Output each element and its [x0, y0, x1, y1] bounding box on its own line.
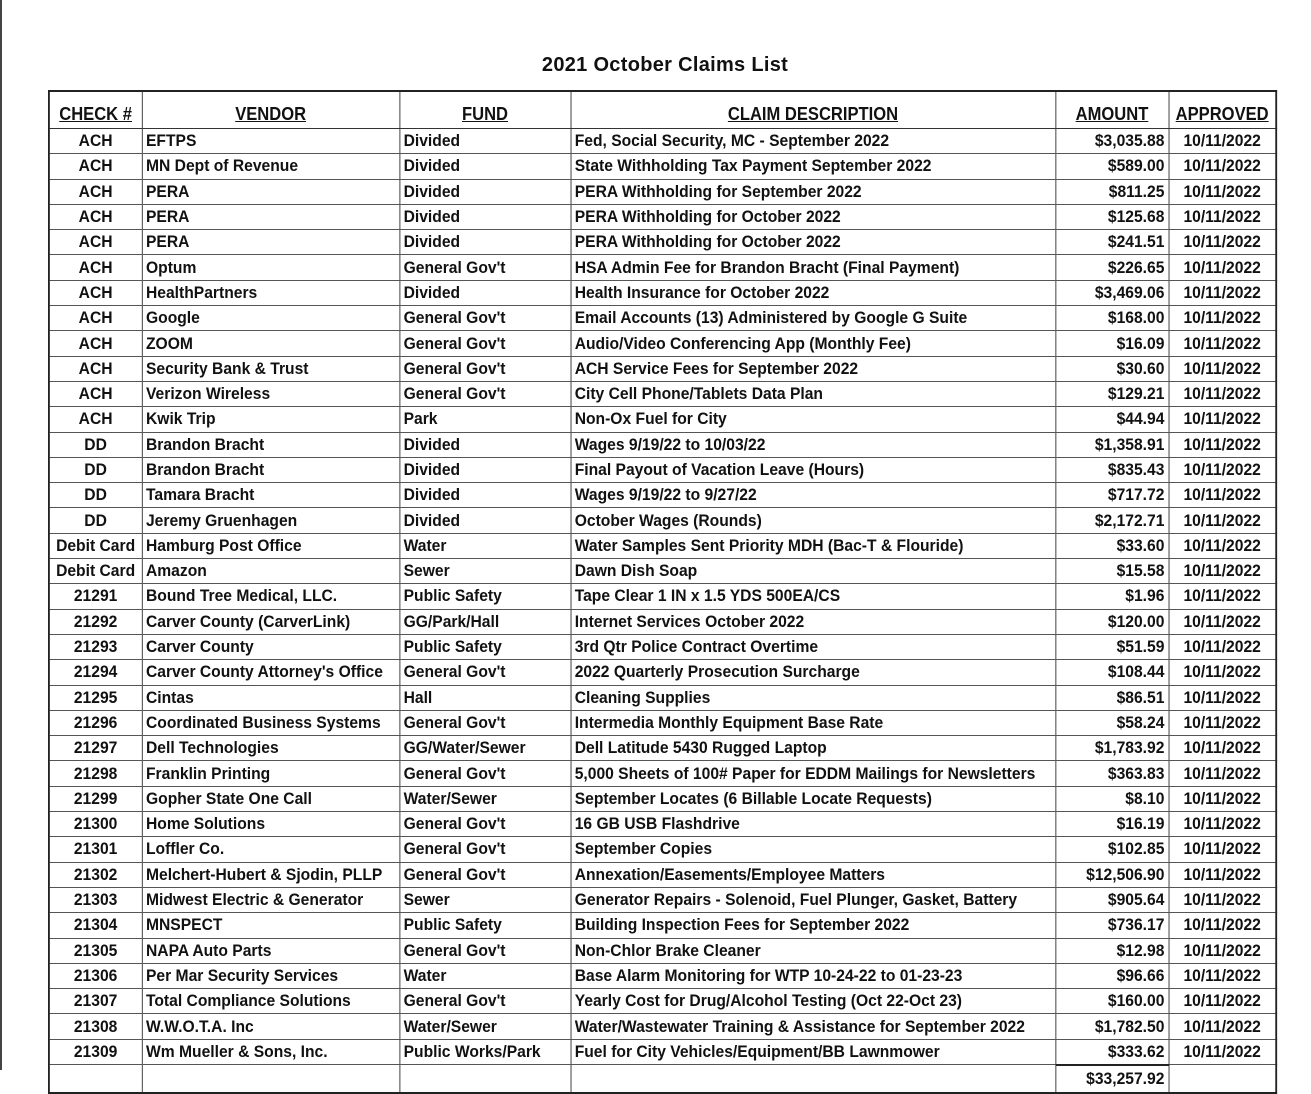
check-number-cell: 21305 — [49, 938, 142, 963]
description-cell: Dell Latitude 5430 Rugged Laptop — [571, 736, 1056, 761]
vendor-cell: Optum — [142, 255, 400, 280]
fund-cell: Hall — [399, 685, 570, 710]
header-description: CLAIM DESCRIPTION — [571, 91, 1056, 129]
header-approved: APPROVED — [1169, 91, 1277, 129]
table-row — [49, 938, 1276, 963]
amount-cell: $102.85 — [1055, 837, 1168, 862]
approved-date-cell: 10/11/2022 — [1169, 508, 1277, 533]
total-amount: $33,257.92 — [1055, 1065, 1168, 1093]
approved-date-cell: 10/11/2022 — [1169, 710, 1277, 735]
table-row — [49, 584, 1276, 609]
vendor-cell: Per Mar Security Services — [142, 963, 400, 988]
amount-cell: $363.83 — [1055, 761, 1168, 786]
table-row — [49, 306, 1276, 331]
vendor-cell: Loffler Co. — [142, 837, 400, 862]
approved-date-cell: 10/11/2022 — [1169, 989, 1277, 1014]
vendor-cell: W.W.O.T.A. Inc — [142, 1014, 400, 1039]
vendor-cell: Dell Technologies — [142, 736, 400, 761]
approved-date-cell: 10/11/2022 — [1169, 812, 1277, 837]
table-row — [49, 786, 1276, 811]
claims-table — [48, 90, 1277, 1094]
vendor-cell: Cintas — [142, 685, 400, 710]
fund-cell: Water/Sewer — [399, 786, 570, 811]
fund-cell: Divided — [399, 457, 570, 482]
approved-date-cell: 10/11/2022 — [1169, 559, 1277, 584]
fund-cell: General Gov't — [399, 381, 570, 406]
total-row — [49, 1065, 1276, 1093]
check-number-cell: ACH — [49, 356, 142, 381]
table-row — [49, 761, 1276, 786]
amount-cell: $3,469.06 — [1055, 280, 1168, 305]
fund-cell: Sewer — [399, 559, 570, 584]
fund-cell: Public Works/Park — [399, 1039, 570, 1065]
approved-date-cell: 10/11/2022 — [1169, 204, 1277, 229]
approved-date-cell: 10/11/2022 — [1169, 432, 1277, 457]
page-edge — [0, 0, 2, 1070]
amount-cell: $125.68 — [1055, 204, 1168, 229]
check-number-cell: 21297 — [49, 736, 142, 761]
fund-cell: General Gov't — [399, 761, 570, 786]
amount-cell: $717.72 — [1055, 483, 1168, 508]
vendor-cell: Brandon Bracht — [142, 457, 400, 482]
check-number-cell: ACH — [49, 255, 142, 280]
vendor-cell: PERA — [142, 179, 400, 204]
description-cell: City Cell Phone/Tablets Data Plan — [571, 381, 1056, 406]
approved-date-cell: 10/11/2022 — [1169, 938, 1277, 963]
approved-date-cell: 10/11/2022 — [1169, 584, 1277, 609]
table-row — [49, 280, 1276, 305]
description-cell: October Wages (Rounds) — [571, 508, 1056, 533]
vendor-cell: Jeremy Gruenhagen — [142, 508, 400, 533]
approved-date-cell: 10/11/2022 — [1169, 609, 1277, 634]
table-row — [49, 457, 1276, 482]
total-row-empty-cell — [1169, 1065, 1277, 1093]
table-row — [49, 483, 1276, 508]
check-number-cell: 21307 — [49, 989, 142, 1014]
fund-cell: GG/Water/Sewer — [399, 736, 570, 761]
check-number-cell: 21302 — [49, 862, 142, 887]
table-row — [49, 913, 1276, 938]
check-number-cell: ACH — [49, 331, 142, 356]
check-number-cell: 21294 — [49, 660, 142, 685]
vendor-cell: Franklin Printing — [142, 761, 400, 786]
check-number-cell: 21308 — [49, 1014, 142, 1039]
amount-cell: $226.65 — [1055, 255, 1168, 280]
description-cell: Fuel for City Vehicles/Equipment/BB Lawnmower — [571, 1039, 1056, 1065]
amount-cell: $168.00 — [1055, 306, 1168, 331]
fund-cell: Public Safety — [399, 913, 570, 938]
fund-cell: Water — [399, 533, 570, 558]
vendor-cell: Kwik Trip — [142, 407, 400, 432]
approved-date-cell: 10/11/2022 — [1169, 381, 1277, 406]
table-row — [49, 230, 1276, 255]
vendor-cell: ZOOM — [142, 331, 400, 356]
table-row — [49, 989, 1276, 1014]
table-row — [49, 407, 1276, 432]
vendor-cell: Total Compliance Solutions — [142, 989, 400, 1014]
amount-cell: $108.44 — [1055, 660, 1168, 685]
check-number-cell: 21299 — [49, 786, 142, 811]
fund-cell: General Gov't — [399, 255, 570, 280]
header-fund: FUND — [399, 91, 570, 129]
header-vendor: VENDOR — [142, 91, 400, 129]
check-number-cell: 21295 — [49, 685, 142, 710]
fund-cell: Park — [399, 407, 570, 432]
vendor-cell: Carver County Attorney's Office — [142, 660, 400, 685]
approved-date-cell: 10/11/2022 — [1169, 331, 1277, 356]
check-number-cell: ACH — [49, 179, 142, 204]
check-number-cell: 21293 — [49, 634, 142, 659]
description-cell: Wages 9/19/22 to 9/27/22 — [571, 483, 1056, 508]
check-number-cell: 21306 — [49, 963, 142, 988]
fund-cell: Divided — [399, 179, 570, 204]
total-row-empty-cell — [142, 1065, 400, 1093]
vendor-cell: NAPA Auto Parts — [142, 938, 400, 963]
document-title: 2021 October Claims List — [541, 54, 789, 76]
amount-cell: $1,358.91 — [1055, 432, 1168, 457]
vendor-cell: Verizon Wireless — [142, 381, 400, 406]
fund-cell: General Gov't — [399, 837, 570, 862]
check-number-cell: Debit Card — [49, 533, 142, 558]
approved-date-cell: 10/11/2022 — [1169, 230, 1277, 255]
amount-cell: $51.59 — [1055, 634, 1168, 659]
check-number-cell: ACH — [49, 306, 142, 331]
vendor-cell: PERA — [142, 204, 400, 229]
fund-cell: Divided — [399, 280, 570, 305]
amount-cell: $8.10 — [1055, 786, 1168, 811]
vendor-cell: Hamburg Post Office — [142, 533, 400, 558]
approved-date-cell: 10/11/2022 — [1169, 533, 1277, 558]
vendor-cell: MNSPECT — [142, 913, 400, 938]
fund-cell: Divided — [399, 483, 570, 508]
approved-date-cell: 10/11/2022 — [1169, 761, 1277, 786]
approved-date-cell: 10/11/2022 — [1169, 280, 1277, 305]
fund-cell: GG/Park/Hall — [399, 609, 570, 634]
table-row — [49, 508, 1276, 533]
vendor-cell: Carver County — [142, 634, 400, 659]
amount-cell: $1,783.92 — [1055, 736, 1168, 761]
description-cell: ACH Service Fees for September 2022 — [571, 356, 1056, 381]
check-number-cell: DD — [49, 432, 142, 457]
claims-body — [49, 129, 1276, 1093]
check-number-cell: 21301 — [49, 837, 142, 862]
amount-cell: $1.96 — [1055, 584, 1168, 609]
fund-cell: Water/Sewer — [399, 1014, 570, 1039]
total-row-empty-cell — [399, 1065, 570, 1093]
amount-cell: $30.60 — [1055, 356, 1168, 381]
fund-cell: Sewer — [399, 887, 570, 912]
table-row — [49, 331, 1276, 356]
table-row — [49, 559, 1276, 584]
check-number-cell: 21300 — [49, 812, 142, 837]
total-row-empty-cell — [571, 1065, 1056, 1093]
amount-cell: $12.98 — [1055, 938, 1168, 963]
description-cell: Dawn Dish Soap — [571, 559, 1056, 584]
approved-date-cell: 10/11/2022 — [1169, 179, 1277, 204]
check-number-cell: 21298 — [49, 761, 142, 786]
table-row — [49, 862, 1276, 887]
check-number-cell: ACH — [49, 407, 142, 432]
description-cell: 3rd Qtr Police Contract Overtime — [571, 634, 1056, 659]
table-row — [49, 660, 1276, 685]
check-number-cell: ACH — [49, 154, 142, 179]
table-row — [49, 963, 1276, 988]
description-cell: Internet Services October 2022 — [571, 609, 1056, 634]
vendor-cell: HealthPartners — [142, 280, 400, 305]
description-cell: HSA Admin Fee for Brandon Bracht (Final Payment) — [571, 255, 1056, 280]
amount-cell: $736.17 — [1055, 913, 1168, 938]
fund-cell: Divided — [399, 204, 570, 229]
table-row — [49, 1014, 1276, 1039]
amount-cell: $129.21 — [1055, 381, 1168, 406]
amount-cell: $2,172.71 — [1055, 508, 1168, 533]
table-row — [49, 129, 1276, 154]
table-row — [49, 1039, 1276, 1065]
description-cell: Final Payout of Vacation Leave (Hours) — [571, 457, 1056, 482]
header-amount: AMOUNT — [1055, 91, 1168, 129]
table-row — [49, 609, 1276, 634]
vendor-cell: Gopher State One Call — [142, 786, 400, 811]
amount-cell: $58.24 — [1055, 710, 1168, 735]
description-cell: Intermedia Monthly Equipment Base Rate — [571, 710, 1056, 735]
amount-cell: $120.00 — [1055, 609, 1168, 634]
vendor-cell: Bound Tree Medical, LLC. — [142, 584, 400, 609]
fund-cell: General Gov't — [399, 331, 570, 356]
description-cell: Audio/Video Conferencing App (Monthly Fee) — [571, 331, 1056, 356]
check-number-cell: ACH — [49, 129, 142, 154]
check-number-cell: 21309 — [49, 1039, 142, 1065]
total-row-empty-cell — [49, 1065, 142, 1093]
amount-cell: $905.64 — [1055, 887, 1168, 912]
description-cell: Base Alarm Monitoring for WTP 10-24-22 to 01-23-23 — [571, 963, 1056, 988]
approved-date-cell: 10/11/2022 — [1169, 1039, 1277, 1065]
vendor-cell: PERA — [142, 230, 400, 255]
vendor-cell: Melchert-Hubert & Sjodin, PLLP — [142, 862, 400, 887]
description-cell: September Locates (6 Billable Locate Requests) — [571, 786, 1056, 811]
header-row — [49, 91, 1276, 129]
description-cell: Wages 9/19/22 to 10/03/22 — [571, 432, 1056, 457]
approved-date-cell: 10/11/2022 — [1169, 660, 1277, 685]
table-row — [49, 710, 1276, 735]
vendor-cell: Amazon — [142, 559, 400, 584]
description-cell: Email Accounts (13) Administered by Google G Suite — [571, 306, 1056, 331]
description-cell: State Withholding Tax Payment September 2022 — [571, 154, 1056, 179]
table-row — [49, 255, 1276, 280]
vendor-cell: Tamara Bracht — [142, 483, 400, 508]
approved-date-cell: 10/11/2022 — [1169, 736, 1277, 761]
vendor-cell: Midwest Electric & Generator — [142, 887, 400, 912]
check-number-cell: 21296 — [49, 710, 142, 735]
approved-date-cell: 10/11/2022 — [1169, 963, 1277, 988]
amount-cell: $16.19 — [1055, 812, 1168, 837]
check-number-cell: Debit Card — [49, 559, 142, 584]
approved-date-cell: 10/11/2022 — [1169, 786, 1277, 811]
check-number-cell: ACH — [49, 280, 142, 305]
amount-cell: $15.58 — [1055, 559, 1168, 584]
description-cell: Cleaning Supplies — [571, 685, 1056, 710]
approved-date-cell: 10/11/2022 — [1169, 1014, 1277, 1039]
fund-cell: Divided — [399, 129, 570, 154]
approved-date-cell: 10/11/2022 — [1169, 306, 1277, 331]
table-row — [49, 634, 1276, 659]
amount-cell: $333.62 — [1055, 1039, 1168, 1065]
fund-cell: Divided — [399, 432, 570, 457]
table-row — [49, 432, 1276, 457]
table-row — [49, 356, 1276, 381]
description-cell: September Copies — [571, 837, 1056, 862]
check-number-cell: 21291 — [49, 584, 142, 609]
table-row — [49, 887, 1276, 912]
description-cell: 5,000 Sheets of 100# Paper for EDDM Mailings for Newsletters — [571, 761, 1056, 786]
approved-date-cell: 10/11/2022 — [1169, 255, 1277, 280]
description-cell: Non-Ox Fuel for City — [571, 407, 1056, 432]
approved-date-cell: 10/11/2022 — [1169, 685, 1277, 710]
check-number-cell: DD — [49, 508, 142, 533]
approved-date-cell: 10/11/2022 — [1169, 407, 1277, 432]
amount-cell: $12,506.90 — [1055, 862, 1168, 887]
table-row — [49, 154, 1276, 179]
vendor-cell: Carver County (CarverLink) — [142, 609, 400, 634]
table-row — [49, 381, 1276, 406]
table-row — [49, 837, 1276, 862]
description-cell: Yearly Cost for Drug/Alcohol Testing (Oct 22-Oct 23) — [571, 989, 1056, 1014]
description-cell: PERA Withholding for October 2022 — [571, 204, 1056, 229]
check-number-cell: 21304 — [49, 913, 142, 938]
description-cell: PERA Withholding for October 2022 — [571, 230, 1056, 255]
vendor-cell: Home Solutions — [142, 812, 400, 837]
check-number-cell: 21292 — [49, 609, 142, 634]
approved-date-cell: 10/11/2022 — [1169, 356, 1277, 381]
table-row — [49, 179, 1276, 204]
fund-cell: General Gov't — [399, 812, 570, 837]
approved-date-cell: 10/11/2022 — [1169, 913, 1277, 938]
check-number-cell: 21303 — [49, 887, 142, 912]
description-cell: Annexation/Easements/Employee Matters — [571, 862, 1056, 887]
description-cell: 16 GB USB Flashdrive — [571, 812, 1056, 837]
vendor-cell: Brandon Bracht — [142, 432, 400, 457]
amount-cell: $86.51 — [1055, 685, 1168, 710]
check-number-cell: DD — [49, 483, 142, 508]
description-cell: Water Samples Sent Priority MDH (Bac-T & Flouride) — [571, 533, 1056, 558]
description-cell: Water/Wastewater Training & Assistance for September 2022 — [571, 1014, 1056, 1039]
fund-cell: Divided — [399, 230, 570, 255]
amount-cell: $811.25 — [1055, 179, 1168, 204]
fund-cell: General Gov't — [399, 660, 570, 685]
amount-cell: $96.66 — [1055, 963, 1168, 988]
check-number-cell: DD — [49, 457, 142, 482]
amount-cell: $33.60 — [1055, 533, 1168, 558]
approved-date-cell: 10/11/2022 — [1169, 129, 1277, 154]
approved-date-cell: 10/11/2022 — [1169, 483, 1277, 508]
table-row — [49, 685, 1276, 710]
fund-cell: Divided — [399, 154, 570, 179]
approved-date-cell: 10/11/2022 — [1169, 457, 1277, 482]
description-cell: Fed, Social Security, MC - September 2022 — [571, 129, 1056, 154]
description-cell: Building Inspection Fees for September 2022 — [571, 913, 1056, 938]
description-cell: PERA Withholding for September 2022 — [571, 179, 1056, 204]
fund-cell: General Gov't — [399, 938, 570, 963]
vendor-cell: Google — [142, 306, 400, 331]
amount-cell: $44.94 — [1055, 407, 1168, 432]
vendor-cell: Wm Mueller & Sons, Inc. — [142, 1039, 400, 1065]
check-number-cell: ACH — [49, 230, 142, 255]
amount-cell: $835.43 — [1055, 457, 1168, 482]
check-number-cell: ACH — [49, 204, 142, 229]
approved-date-cell: 10/11/2022 — [1169, 887, 1277, 912]
fund-cell: General Gov't — [399, 356, 570, 381]
amount-cell: $1,782.50 — [1055, 1014, 1168, 1039]
description-cell: Health Insurance for October 2022 — [571, 280, 1056, 305]
vendor-cell: EFTPS — [142, 129, 400, 154]
approved-date-cell: 10/11/2022 — [1169, 634, 1277, 659]
table-row — [49, 533, 1276, 558]
header-check: CHECK # — [49, 91, 142, 129]
approved-date-cell: 10/11/2022 — [1169, 154, 1277, 179]
approved-date-cell: 10/11/2022 — [1169, 837, 1277, 862]
fund-cell: Divided — [399, 508, 570, 533]
fund-cell: General Gov't — [399, 710, 570, 735]
vendor-cell: Coordinated Business Systems — [142, 710, 400, 735]
amount-cell: $3,035.88 — [1055, 129, 1168, 154]
vendor-cell: MN Dept of Revenue — [142, 154, 400, 179]
approved-date-cell: 10/11/2022 — [1169, 862, 1277, 887]
fund-cell: General Gov't — [399, 862, 570, 887]
description-cell: Generator Repairs - Solenoid, Fuel Plunger, Gasket, Battery — [571, 887, 1056, 912]
vendor-cell: Security Bank & Trust — [142, 356, 400, 381]
fund-cell: General Gov't — [399, 306, 570, 331]
description-cell: 2022 Quarterly Prosecution Surcharge — [571, 660, 1056, 685]
fund-cell: Public Safety — [399, 584, 570, 609]
amount-cell: $589.00 — [1055, 154, 1168, 179]
amount-cell: $241.51 — [1055, 230, 1168, 255]
table-row — [49, 204, 1276, 229]
table-row — [49, 736, 1276, 761]
fund-cell: Public Safety — [399, 634, 570, 659]
amount-cell: $16.09 — [1055, 331, 1168, 356]
fund-cell: Water — [399, 963, 570, 988]
description-cell: Non-Chlor Brake Cleaner — [571, 938, 1056, 963]
check-number-cell: ACH — [49, 381, 142, 406]
amount-cell: $160.00 — [1055, 989, 1168, 1014]
description-cell: Tape Clear 1 IN x 1.5 YDS 500EA/CS — [571, 584, 1056, 609]
table-row — [49, 812, 1276, 837]
fund-cell: General Gov't — [399, 989, 570, 1014]
